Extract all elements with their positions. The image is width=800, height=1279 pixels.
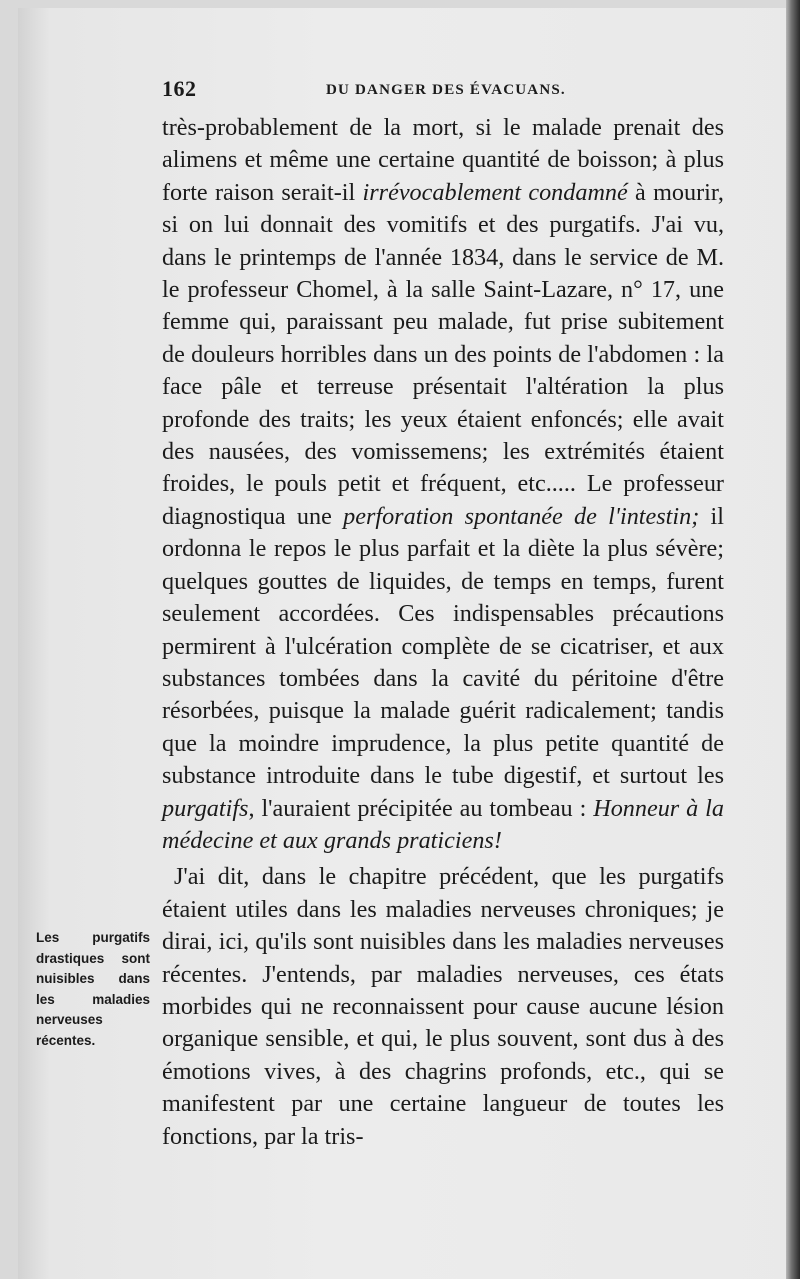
body-text [162,112,724,1153]
text-segment: très-probablement de la mort, si le malade prenait des alimens et même une certaine quantité de boisson; à plus forte raison serait-il [162,114,724,206]
running-head: DU DANGER DES ÉVACUANS. [326,82,566,98]
italic-text-segment: perforation spontanée de l'intestin; [343,502,700,530]
italic-text-segment: Honneur à la médecine et aux grands praticiens! [162,794,724,854]
page-header [162,76,722,106]
italic-text-segment: purgatifs [162,794,249,822]
text-segment: J'ai dit, dans le chapitre précédent, que les purgatifs étaient utiles dans les maladies nerveuses chroniques; je dirai, ici, qu'ils sont nuisibles dans les maladies nerveuses récentes. J'entends, par maladies nerveuses, ces états morbides qui ne reconnaissent pour cause aucune lésion organique sensible, et qui, le plus souvent, sont dus à des émotions vives, à des chagrins profonds, etc., qui se manifestent par une certaine langueur de toutes les fonctions, par la tris- [162,863,724,1150]
italic-text-segment: irrévocablement condamné [362,178,628,206]
text-segment: , l'auraient précipitée au tombeau : [248,794,594,822]
paragraph-2 [162,861,724,1153]
text-segment: il ordonna le repos le plus parfait et la diète la plus sévère; quelques gouttes de liquides, de temps en temps, furent seulement accordées. Ces indispensables précautions permirent à l'ulcération complète de se cicatriser, et aux substances tombées dans la cavité du péritoine d'être résorbées, puisque la malade guérit radicalement; tandis que la moindre imprudence, la plus petite quantité de substance introduite dans le tube digestif, et surtout les [162,502,724,790]
page-number: 162 [162,76,197,101]
paragraph-1 [162,112,724,857]
text-segment: à mourir, si on lui donnait des vomitifs et des purgatifs. J'ai vu, dans le printemps de l'année 1834, dans le service de M. le professeur Chomel, à la salle Saint-Lazare, n° 17, une femme qui, paraissant peu malade, fut prise subitement de douleurs horribles dans un des points de l'abdomen : la face pâle et terreuse présentait l'altération la plus profonde des traits; les yeux étaient enfoncés; elle avait des nausées, des vomissemens; les extrémités étaient froides, le pouls petit et fréquent, etc..... Le professeur diagnostiqua une [162,178,724,530]
page-edge-shadow [786,0,800,1279]
margin-note: Les purgatifs drastiques sont nuisibles dans les maladies nerveuses récentes. [36,930,150,1048]
